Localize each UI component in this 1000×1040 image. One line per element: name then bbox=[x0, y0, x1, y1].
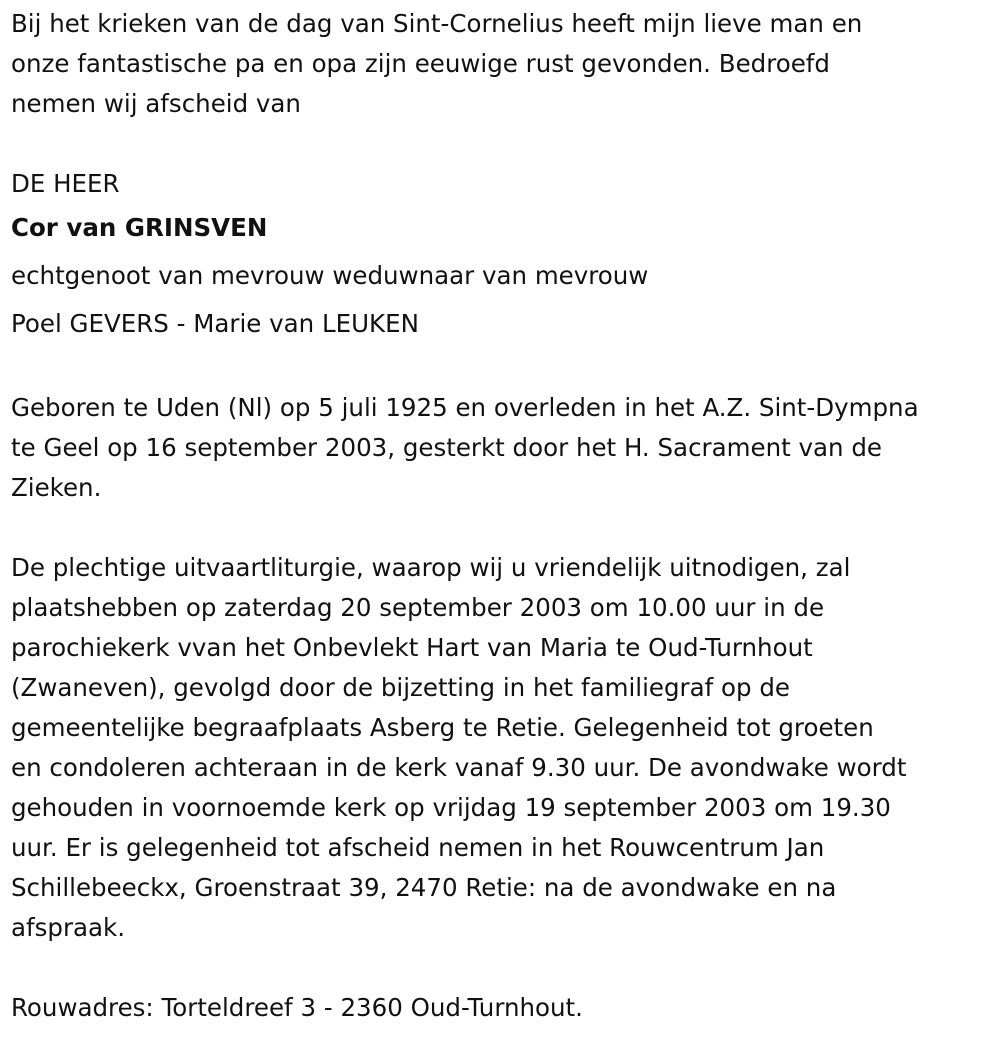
funeral-line: Schillebeeckx, Groenstraat 39, 2470 Retie: na de avondwake en na bbox=[11, 873, 837, 902]
funeral-line: en condoleren achteraan in de kerk vanaf 9.30 uur. De avondwake wordt bbox=[11, 753, 907, 782]
deceased-block bbox=[11, 164, 993, 348]
funeral-line: gehouden in voornoemde kerk op vrijdag 19 september 2003 om 19.30 bbox=[11, 793, 891, 822]
deceased-name: Cor van GRINSVEN bbox=[11, 213, 268, 242]
birth-death-line: te Geel op 16 september 2003, gesterkt door het H. Sacrament van de bbox=[11, 433, 882, 462]
birth-death-paragraph bbox=[11, 388, 993, 508]
funeral-line: uur. Er is gelegenheid tot afscheid nemen in het Rouwcentrum Jan bbox=[11, 833, 825, 862]
spouses-line: Poel GEVERS - Marie van LEUKEN bbox=[11, 309, 419, 338]
intro-line: onze fantastische pa en opa zijn eeuwige rust gevonden. Bedroefd bbox=[11, 49, 830, 78]
funeral-line: De plechtige uitvaartliturgie, waarop wij u vriendelijk uitnodigen, zal bbox=[11, 553, 851, 582]
funeral-line: afspraak. bbox=[11, 913, 126, 942]
funeral-line: (Zwaneven), gevolgd door de bijzetting in het familiegraf op de bbox=[11, 673, 790, 702]
relation-line: echtgenoot van mevrouw weduwnaar van mevrouw bbox=[11, 261, 649, 290]
funeral-paragraph bbox=[11, 548, 993, 948]
intro-line: nemen wij afscheid van bbox=[11, 89, 301, 118]
intro-paragraph bbox=[11, 4, 993, 124]
intro-line: Bij het krieken van de dag van Sint-Cornelius heeft mijn lieve man en bbox=[11, 9, 863, 38]
funeral-line: parochiekerk vvan het Onbevlekt Hart van Maria te Oud-Turnhout bbox=[11, 633, 813, 662]
birth-death-line: Geboren te Uden (Nl) op 5 juli 1925 en overleden in het A.Z. Sint-Dympna bbox=[11, 393, 919, 422]
funeral-line: gemeentelijke begraafplaats Asberg te Retie. Gelegenheid tot groeten bbox=[11, 713, 874, 742]
address-paragraph bbox=[11, 988, 993, 1028]
honorific: DE HEER bbox=[11, 169, 120, 198]
birth-death-line: Zieken. bbox=[11, 473, 102, 502]
funeral-line: plaatshebben op zaterdag 20 september 2003 om 10.00 uur in de bbox=[11, 593, 825, 622]
obituary-document bbox=[11, 4, 993, 1028]
mourning-address: Rouwadres: Torteldreef 3 - 2360 Oud-Turnhout. bbox=[11, 993, 583, 1022]
